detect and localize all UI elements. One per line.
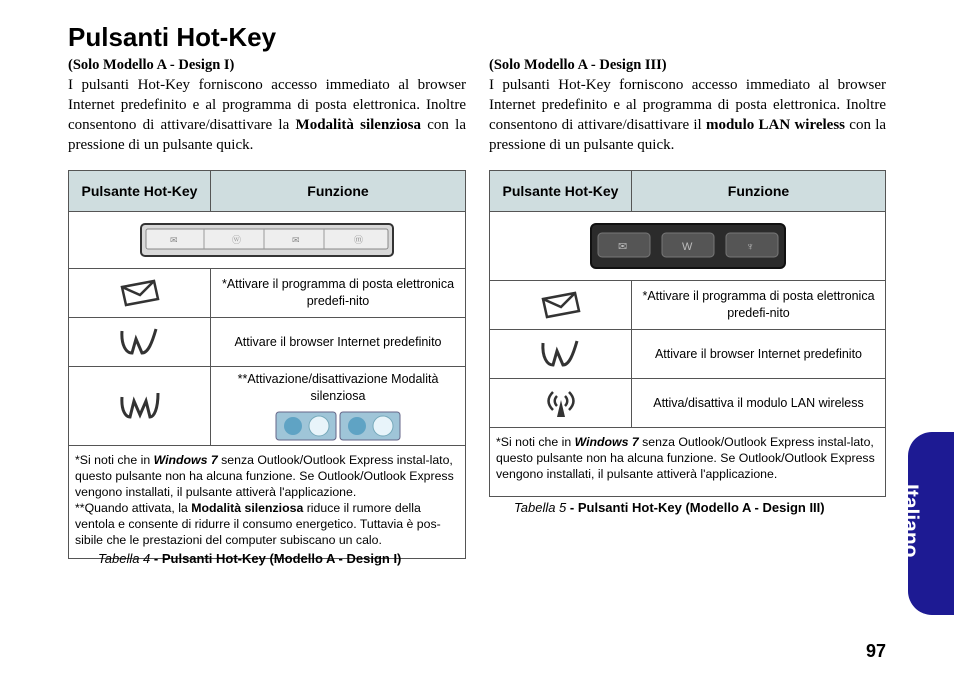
left-column <box>68 55 466 155</box>
page-title: Pulsanti Hot-Key <box>68 22 277 52</box>
silent-mode-icon <box>69 367 211 446</box>
table4-note: *Si noti che in Windows 7 senza Outlook/Outlook Express instal-lato, questo pulsante non ha alcuna funzione. Se Outlook/Outlook Express vengono installati, il pulsante attiverà l'applicazione. **Quando attivata, la Modalità silenziosa riduce il rumore della ventola e consente di ridurre il consumo energetico. Tuttavia è pos-sibile che le prestazioni del computer subiscano un calo. <box>69 446 466 559</box>
svg-text:✉: ✉ <box>617 241 627 253</box>
right-column <box>489 55 886 155</box>
svg-text:ⓦ: ⓦ <box>232 235 242 245</box>
hotkey-table-design-1 <box>68 170 466 559</box>
func-silent-mode: **Attivazione/disattivazione Modalità silenziosa <box>211 367 466 446</box>
mail-icon <box>69 269 211 318</box>
page-number: 97 <box>866 641 887 661</box>
header-function: Funzione <box>211 171 466 212</box>
web-icon <box>490 330 632 379</box>
header-function: Funzione <box>632 171 886 212</box>
language-side-tab: Italiano <box>908 432 954 615</box>
header-hotkey: Pulsante Hot-Key <box>490 171 632 212</box>
func-web: Attivare il browser Internet predefinito <box>632 330 886 379</box>
func-wireless: Attiva/disattiva il modulo LAN wireless <box>632 379 886 428</box>
func-mail: *Attivare il programma di posta elettronica predefi-nito <box>632 281 886 330</box>
func-web: Attivare il browser Internet predefinito <box>211 318 466 367</box>
silent-mode-images <box>217 411 459 441</box>
table5-caption: Tabella 5 - Pulsanti Hot-Key (Modello A - Design III) <box>514 500 825 515</box>
header-hotkey: Pulsante Hot-Key <box>69 171 211 212</box>
left-paragraph: I pulsanti Hot-Key forniscono accesso immediato al browser Internet predefinito e al programma di posta elettronica. Inoltre consentono di attivare/disattivare la Modalità silenziosa con la pressione di un pulsante quick. <box>68 77 466 153</box>
svg-text:ⓜ: ⓜ <box>354 235 364 245</box>
left-subtitle: (Solo Modello A - Design I) <box>68 57 235 73</box>
web-icon <box>69 318 211 367</box>
func-mail: *Attivare il programma di posta elettronica predefi-nito <box>211 269 466 318</box>
table5-note: *Si noti che in Windows 7 senza Outlook/Outlook Express instal-lato, questo pulsante non ha alcuna funzione. Se Outlook/Outlook Express vengono installati, il pulsante attiverà l'applicazione. <box>490 428 886 497</box>
svg-text:♆: ♆ <box>745 241 754 253</box>
svg-text:✉: ✉ <box>292 235 300 245</box>
hotkey-table-design-3 <box>489 170 886 497</box>
svg-text:✉: ✉ <box>170 235 178 245</box>
button-strip-image <box>490 212 886 281</box>
table4-caption: Tabella 4 - Pulsanti Hot-Key (Modello A - Design I) <box>98 551 402 566</box>
svg-text:W: W <box>681 241 692 253</box>
mail-icon <box>490 281 632 330</box>
wireless-icon <box>490 379 632 428</box>
right-subtitle: (Solo Modello A - Design III) <box>489 57 667 73</box>
right-paragraph: I pulsanti Hot-Key forniscono accesso immediato al browser Internet predefinito e al programma di posta elettronica. Inoltre consentono di attivare/disattivare il modulo LAN wireless con la pressione di un pulsante quick. <box>489 77 887 153</box>
button-strip-image <box>69 212 466 269</box>
